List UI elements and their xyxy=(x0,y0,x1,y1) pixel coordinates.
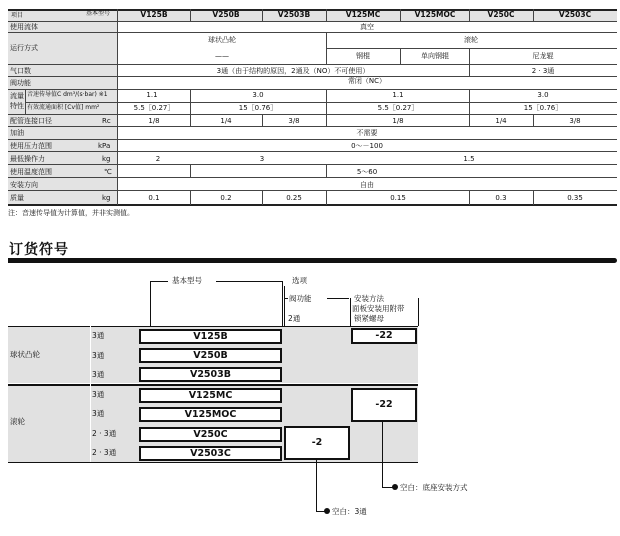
method-nylon: 尼龙辊 xyxy=(532,52,554,60)
model-header: V2503B xyxy=(277,10,311,19)
valve-value: 常闭（NC） xyxy=(347,77,387,85)
fluid-value: 真空 xyxy=(360,23,374,31)
group-roller-label: 滚轮 xyxy=(10,417,25,426)
force-value: 1.5 xyxy=(463,155,475,163)
install-desc-1: 面板安装用附带 xyxy=(352,304,405,313)
ports-value-b: 2 · 3通 xyxy=(531,67,555,75)
model-box: V250B xyxy=(139,348,282,363)
model-header: V125MOC xyxy=(414,10,456,19)
mass-label: 质量 xyxy=(10,194,24,202)
sonic-value: 1.1 xyxy=(392,91,404,99)
method-steel: 钢棍 xyxy=(356,52,370,60)
install-label: 安装方法 xyxy=(354,294,384,303)
row-port: 3通 xyxy=(92,331,105,340)
model-header: V125MC xyxy=(345,10,381,19)
method-oneway: 单向钢辊 xyxy=(421,52,449,60)
model-box: V2503C xyxy=(139,446,282,461)
option-code-2: -2 xyxy=(284,426,350,460)
port-size-label: 配管连接口径 xyxy=(10,117,52,125)
force-label: 最低操作力 xyxy=(10,155,45,163)
method-ball: 球状凸轮 xyxy=(208,36,236,44)
eff-value: 15［0.76］ xyxy=(238,104,278,112)
row-port: 3通 xyxy=(92,351,105,360)
mount-label: 安装方向 xyxy=(10,181,38,189)
model-header: V250B xyxy=(212,10,240,19)
row-port: 3通 xyxy=(92,409,105,418)
temp-value: 5～60 xyxy=(356,168,378,176)
force-value: 3 xyxy=(259,155,265,163)
row-port: 2 · 3通 xyxy=(92,429,117,438)
mass-value: 0.15 xyxy=(390,194,406,202)
model-header: V250C xyxy=(487,10,515,19)
blank-install-note: 空白：底座安装方式 xyxy=(400,483,468,492)
sonic-value: 1.1 xyxy=(146,91,158,99)
mass-value: 0.2 xyxy=(220,194,232,202)
blank-valve-note: 空白：3通 xyxy=(332,507,367,516)
sonic-value: 3.0 xyxy=(252,91,264,99)
valve-label: 阀功能 xyxy=(10,79,31,87)
row-port: 3通 xyxy=(92,370,105,379)
corner-model-label: 基本型号 xyxy=(86,10,111,17)
sonic-label: 音速传导值C dm³/(s·bar) ※1 xyxy=(27,91,108,98)
pressure-value: 0～－100 xyxy=(351,142,383,150)
port-size-value: 1/4 xyxy=(495,117,507,125)
option-label: 选项 xyxy=(292,276,307,285)
flow-label-2: 特性 xyxy=(10,102,24,110)
title-rule xyxy=(8,258,617,263)
ports-value-a: 3通（由于结构的原因，2通及（NO）不可使用） xyxy=(216,67,370,75)
install-desc-2: 锁紧螺母 xyxy=(354,314,384,323)
eff-label: 有效流通面积 [Cv值] mm² xyxy=(27,104,100,111)
mount-value: 自由 xyxy=(360,181,374,189)
option-code-22-roller: -22 xyxy=(351,388,417,422)
flow-label-1: 流量 xyxy=(10,92,24,100)
model-header: V125B xyxy=(140,10,168,19)
base-model-label: 基本型号 xyxy=(172,276,202,285)
corner-item-label: 项目 xyxy=(11,12,24,19)
port-size-value: 1/8 xyxy=(148,117,160,125)
model-box: V125B xyxy=(139,329,282,344)
method-roller: 滚轮 xyxy=(464,36,478,44)
ports-label: 气口数 xyxy=(10,67,31,75)
footnote: 注：音速传导值为计算值，并非实测值。 xyxy=(8,209,134,217)
port-size-value: 1/8 xyxy=(392,117,404,125)
model-box: V125MOC xyxy=(139,407,282,422)
pressure-unit: kPa xyxy=(98,142,111,150)
fluid-label: 使用流体 xyxy=(10,23,38,31)
port-size-value: 1/4 xyxy=(220,117,232,125)
eff-value: 5.5［0.27］ xyxy=(133,104,175,112)
section-title: 订货符号 xyxy=(9,242,69,258)
temp-unit: ℃ xyxy=(104,168,112,176)
mass-unit: kg xyxy=(102,194,111,202)
oil-label: 加油 xyxy=(10,129,24,137)
oil-value: 不需要 xyxy=(356,129,378,137)
model-box: V250C xyxy=(139,427,282,442)
pressure-label: 使用压力范围 xyxy=(10,142,52,150)
bullet-icon xyxy=(392,484,398,490)
force-value: 2 xyxy=(155,155,161,163)
row-port: 2 · 3通 xyxy=(92,448,117,457)
sonic-value: 3.0 xyxy=(537,91,549,99)
mass-value: 0.3 xyxy=(495,194,507,202)
mass-value: 0.1 xyxy=(148,194,160,202)
port-size-value: 3/8 xyxy=(569,117,581,125)
model-box: V125MC xyxy=(139,388,282,403)
model-header: V2503C xyxy=(558,10,592,19)
force-unit: kg xyxy=(102,155,111,163)
model-box: V2503B xyxy=(139,367,282,382)
eff-value: 15［0.76］ xyxy=(523,104,563,112)
bullet-icon xyxy=(324,508,330,514)
eff-value: 5.5［0.27］ xyxy=(377,104,419,112)
option-code-22-ball: -22 xyxy=(351,328,417,344)
port-size-unit: Rc xyxy=(102,117,111,125)
port-size-value: 3/8 xyxy=(288,117,300,125)
group-ball-label: 球状凸轮 xyxy=(10,350,40,359)
method-dash: —— xyxy=(215,52,229,60)
mass-value: 0.35 xyxy=(567,194,583,202)
valve-func-sub: 2通 xyxy=(288,314,301,323)
valve-func-label: 阀功能 xyxy=(289,294,312,303)
temp-label: 使用温度范围 xyxy=(10,168,52,176)
row-port: 3通 xyxy=(92,390,105,399)
method-label: 运行方式 xyxy=(10,44,38,52)
spec-table xyxy=(8,9,617,205)
mass-value: 0.25 xyxy=(286,194,302,202)
